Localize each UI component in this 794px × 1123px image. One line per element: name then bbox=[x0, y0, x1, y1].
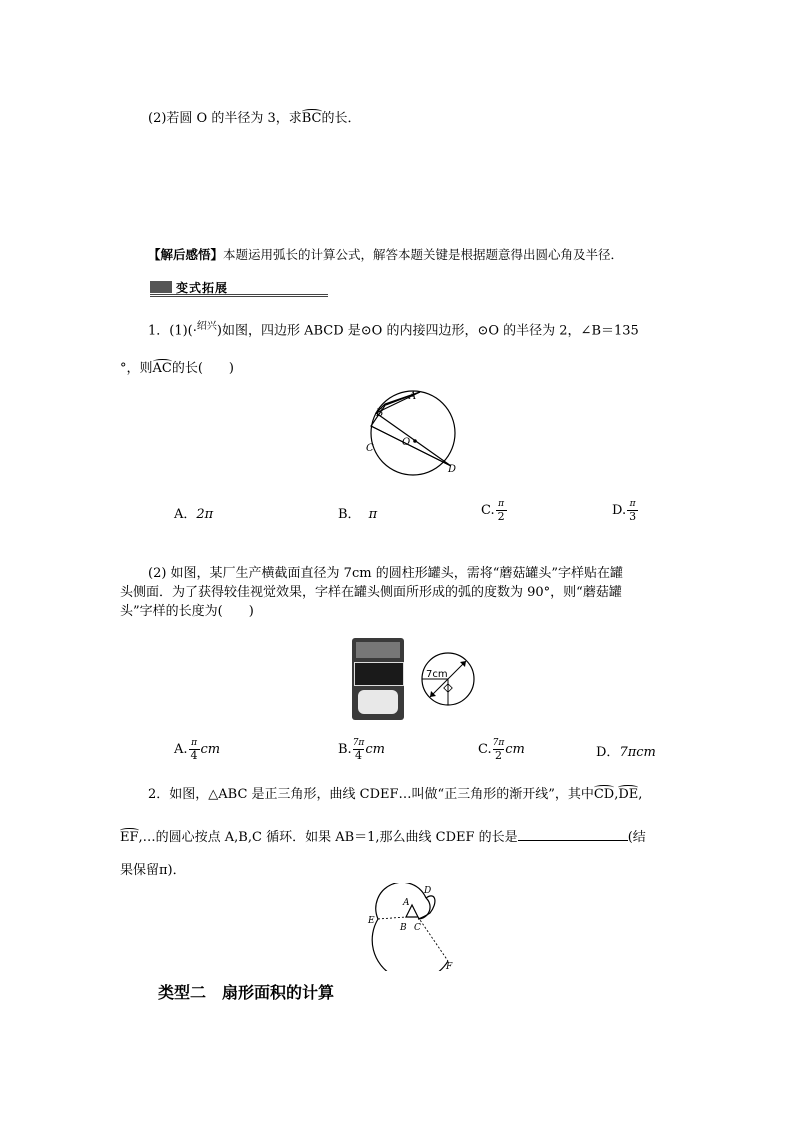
can-bottom bbox=[358, 690, 398, 714]
p2-line2: 头侧面．为了获得较佳视觉效果，字样在罐头侧面所形成的弧的度数为 90°，则“蘑菇罐 bbox=[120, 585, 622, 600]
header-underline-2 bbox=[150, 296, 328, 297]
header-block bbox=[150, 281, 172, 293]
p1-option-c[interactable]: C. $\frac{\pi}{2}$ bbox=[481, 499, 505, 523]
q2-part2-line: (2)若圆 O 的半径为 3，求BC的长． bbox=[148, 111, 361, 126]
fig1-label-d: D bbox=[448, 464, 457, 475]
p2-option-b[interactable]: B. $\frac{7\pi}{4}$ cm bbox=[338, 738, 385, 762]
reflection-line: 【解后感悟】本题运用弧长的计算公式，解答本题关键是根据题意得出圆心角及半径． bbox=[148, 247, 624, 262]
fig3-label-d: D bbox=[424, 886, 432, 896]
fig2-label-7cm: 7cm bbox=[426, 669, 448, 680]
fig3-label-e: E bbox=[368, 916, 375, 926]
answer-blank[interactable] bbox=[518, 828, 628, 841]
p1-option-a[interactable]: A．2π bbox=[174, 507, 214, 522]
p2-line1: (2) 如图，某厂生产横截面直径为 7cm 的圆柱形罐头，需将“蘑菇罐头”字样贴在罐 bbox=[148, 566, 623, 581]
p1-line1: 1．(1)(·$^{绍兴}$)如图，四边形 ABCD 是⊙O 的内接四边形，⊙O 的半径为 2，∠B＝135 bbox=[148, 321, 639, 339]
section-title: 类型二 扇形面积的计算 bbox=[158, 983, 335, 1002]
can-label-band bbox=[354, 662, 404, 686]
p3-line3: 果保留π)． bbox=[120, 863, 186, 878]
fig3-label-c: C bbox=[414, 923, 421, 933]
p2-line3-visible: 头”字样的长度为( ) bbox=[120, 604, 254, 619]
p1-option-b[interactable]: B． π bbox=[338, 507, 378, 522]
p1-line2: °，则AC的长( ) bbox=[120, 361, 235, 376]
p2-option-a[interactable]: A. $\frac{\pi}{4}$ cm bbox=[174, 738, 221, 762]
section-header-label: 变式拓展 bbox=[176, 281, 229, 295]
can-top bbox=[356, 642, 400, 658]
fig3-label-b: B bbox=[400, 923, 407, 933]
fig1-label-o: O bbox=[402, 437, 411, 448]
p3-line1: 2．如图，△ABC 是正三角形，曲线 CDEF…叫做“正三角形的渐开线”，其中CD,DE, bbox=[148, 787, 643, 802]
figure-involute bbox=[366, 883, 461, 971]
figure-inscribed-quadrilateral bbox=[360, 385, 465, 480]
fig1-label-b: B bbox=[376, 408, 384, 419]
fig3-label-f: F bbox=[446, 962, 453, 971]
p2-option-c[interactable]: C. $\frac{7\pi}{2}$ cm bbox=[478, 738, 525, 762]
can-image bbox=[352, 638, 404, 720]
fig1-label-c: C bbox=[366, 443, 374, 454]
p1-option-d[interactable]: D. $\frac{\pi}{3}$ bbox=[612, 499, 637, 523]
figure-can-circle bbox=[418, 649, 478, 709]
header-underline bbox=[150, 294, 328, 295]
p2-option-d[interactable]: D．7πcm bbox=[596, 745, 656, 760]
fig3-label-a: A bbox=[403, 898, 410, 908]
p3-line2: EF,…的圆心按点 A,B,C 循环．如果 AB＝1,那么曲线 CDEF 的长是 (结 bbox=[120, 830, 646, 845]
fig1-label-a: A bbox=[409, 391, 417, 402]
section-header-bar bbox=[150, 281, 328, 295]
